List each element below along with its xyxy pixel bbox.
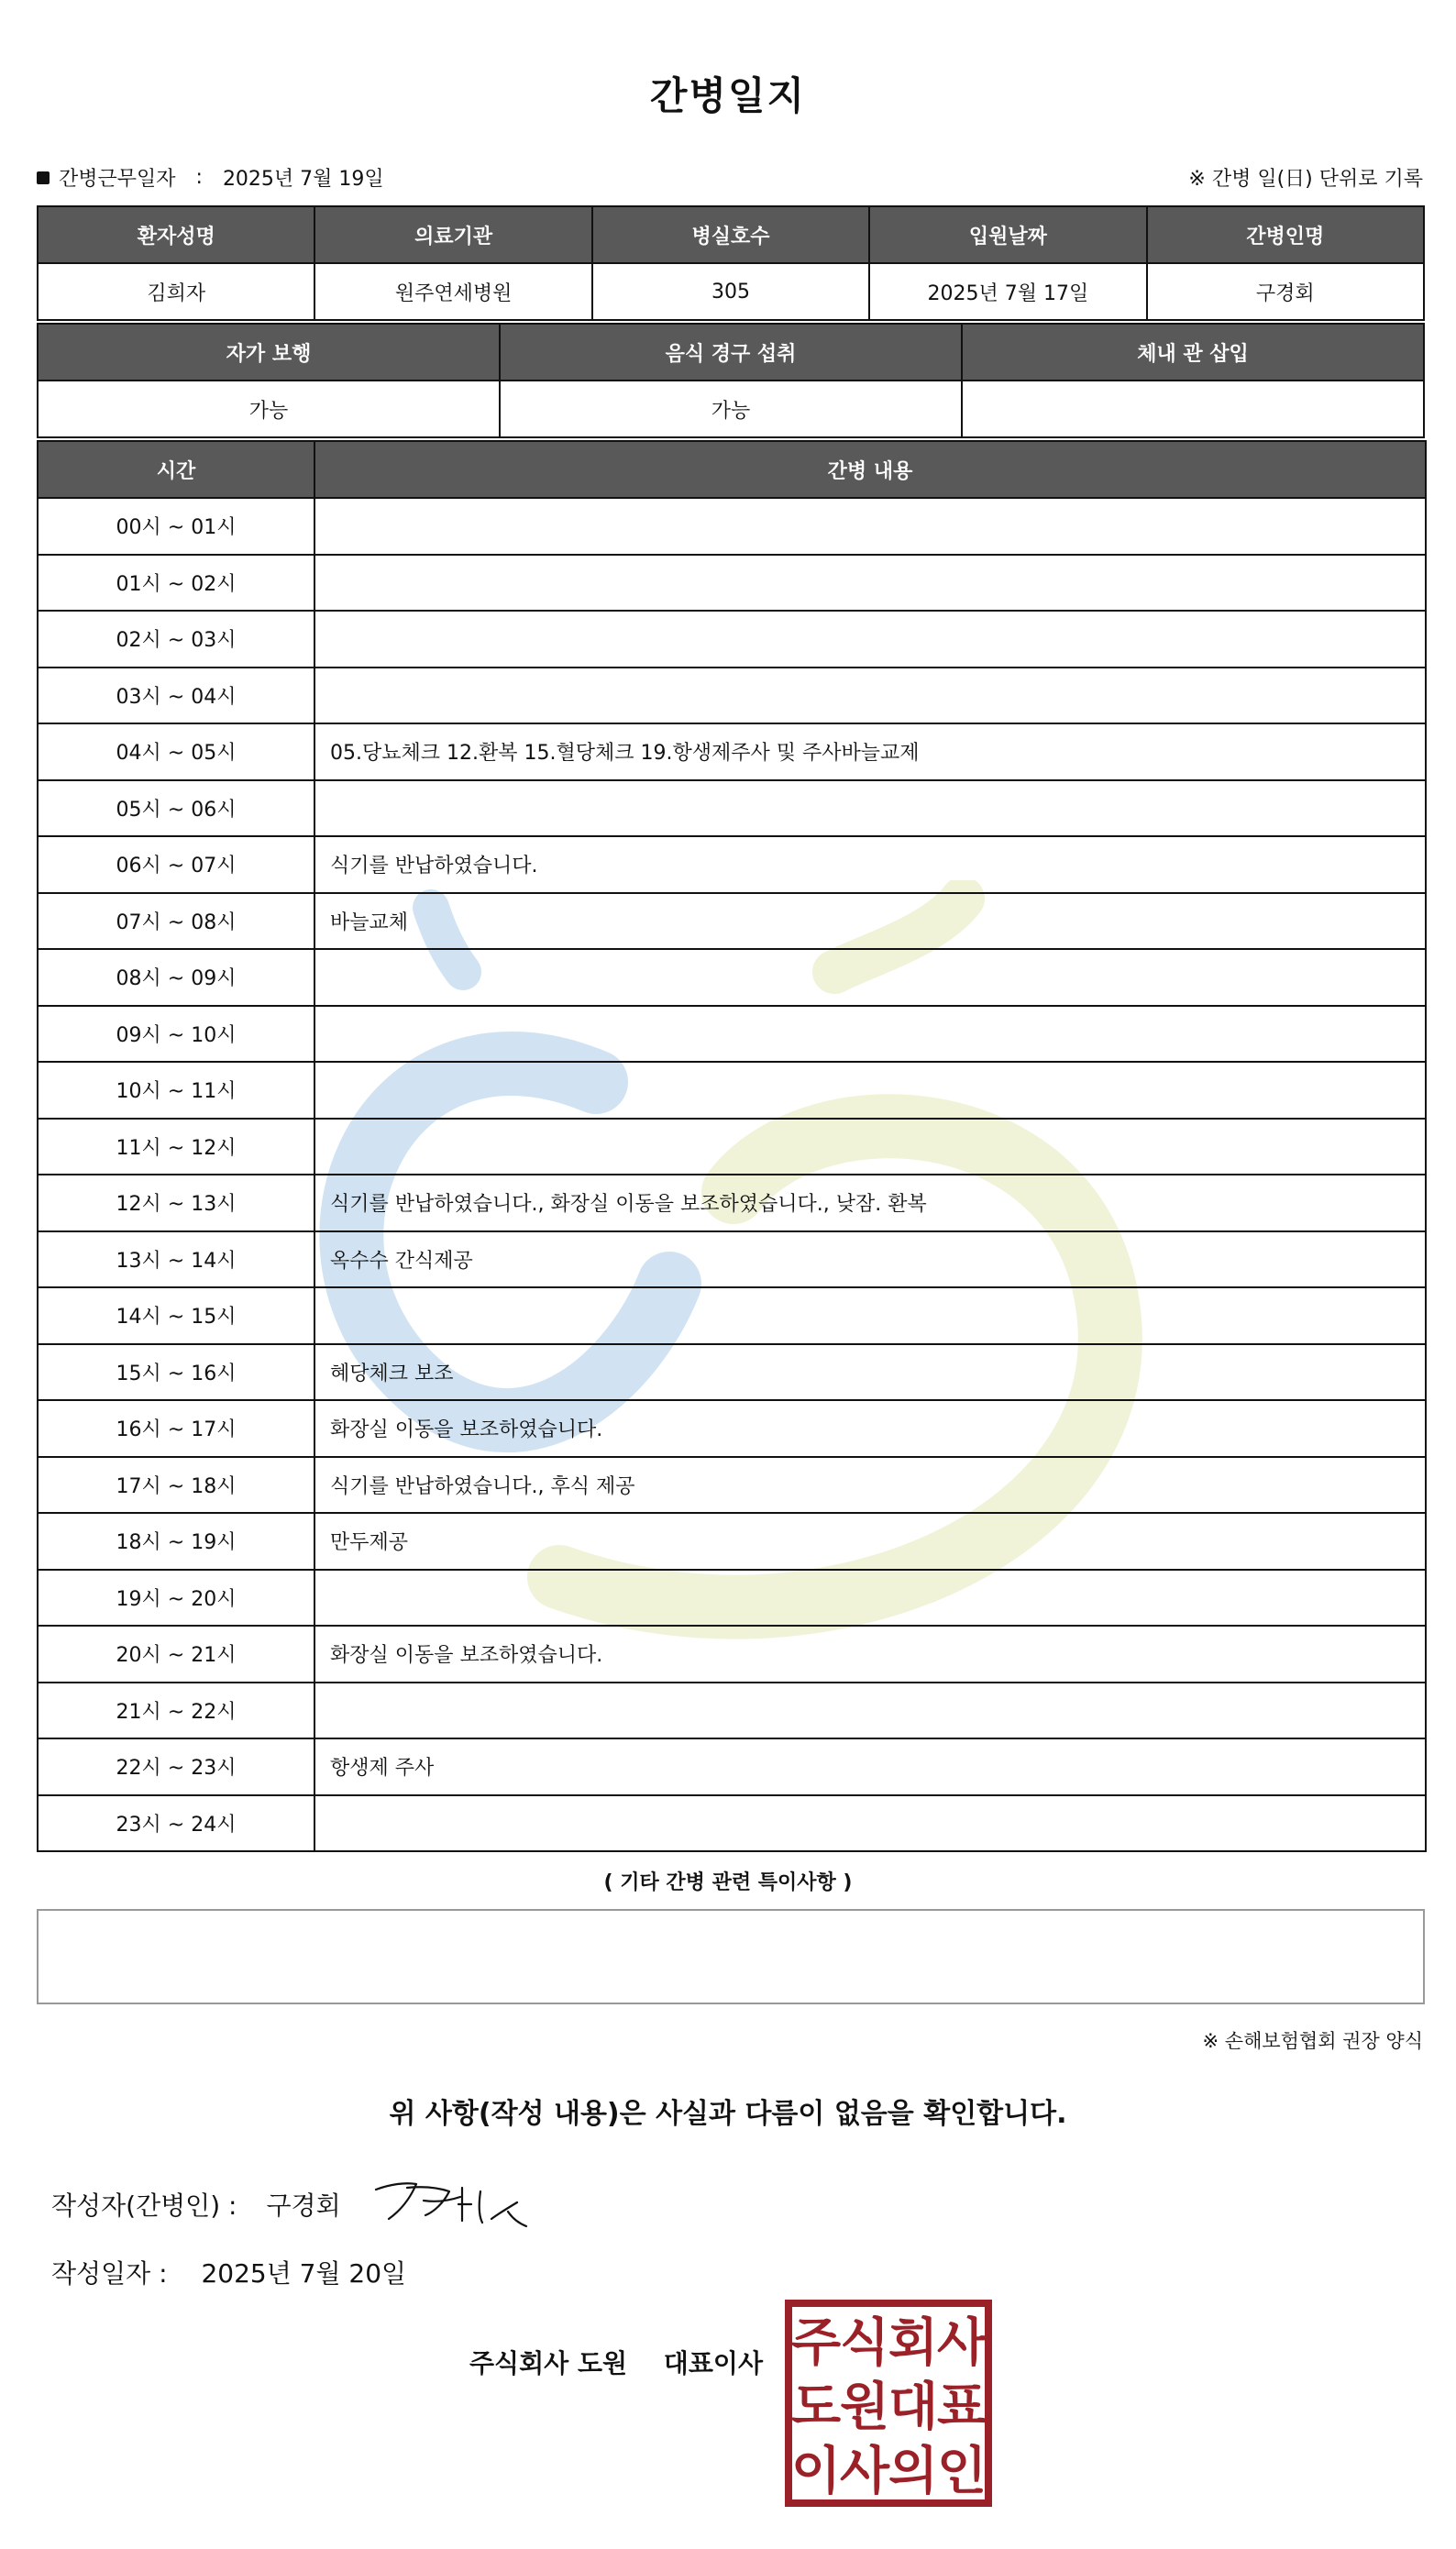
table-row — [38, 893, 1426, 950]
care-content — [314, 1287, 1426, 1344]
time-slot: 10시 ~ 11시 — [38, 1062, 314, 1119]
time-slot: 00시 ~ 01시 — [38, 498, 314, 555]
care-content: 바늘교체 — [314, 893, 1426, 950]
care-content: 화장실 이동을 보조하였습니다. — [314, 1400, 1426, 1457]
meta-row — [37, 163, 1423, 194]
seal-glyph: 사 — [839, 2442, 890, 2499]
company-title: 대표이사 — [663, 2348, 763, 2378]
time-slot: 18시 ~ 19시 — [38, 1513, 314, 1570]
self-walking: 가능 — [38, 381, 500, 437]
seal-glyph: 식 — [839, 2313, 890, 2373]
admission-date: 2025년 7월 17일 — [869, 263, 1146, 320]
table-row — [38, 1457, 1426, 1514]
header-time: 시간 — [38, 441, 314, 498]
time-slot: 09시 ~ 10시 — [38, 1006, 314, 1063]
time-slot: 02시 ~ 03시 — [38, 611, 314, 668]
header-hospital: 의료기관 — [314, 206, 591, 263]
table-row — [38, 668, 1426, 724]
company-line — [469, 2344, 763, 2380]
care-content: 혜당체크 보조 — [314, 1344, 1426, 1401]
time-slot: 14시 ~ 15시 — [38, 1287, 314, 1344]
table-row — [38, 1231, 1426, 1288]
header-room-number: 병실호수 — [592, 206, 869, 263]
time-slot: 19시 ~ 20시 — [38, 1570, 314, 1627]
seal-glyphs — [792, 2307, 985, 2499]
write-date-label: 작성일자 : — [51, 2258, 168, 2289]
writer-label: 작성자(간병인) : — [51, 2190, 237, 2221]
patient-info-table — [37, 205, 1425, 321]
extra-notes-title: ( 기타 간병 관련 특이사항 ) — [603, 1871, 853, 1894]
time-slot: 22시 ~ 23시 — [38, 1738, 314, 1795]
care-content — [314, 1006, 1426, 1063]
seal-glyph: 주 — [792, 2313, 842, 2373]
table-row — [38, 836, 1426, 893]
write-date-value: 2025년 7월 20일 — [201, 2258, 407, 2289]
header-care-content: 간병 내용 — [314, 441, 1426, 498]
time-slot: 21시 ~ 22시 — [38, 1683, 314, 1739]
care-log-body — [38, 498, 1426, 1851]
seal-glyph: 원 — [839, 2378, 890, 2437]
table-row — [38, 498, 1426, 555]
work-date-label: 간병근무일자 — [59, 168, 176, 191]
confirmation-statement: 위 사항(작성 내용)은 사실과 다름이 없음을 확인합니다. — [389, 2098, 1067, 2130]
table-row — [38, 1795, 1426, 1852]
time-slot: 16시 ~ 17시 — [38, 1400, 314, 1457]
table-row — [38, 723, 1426, 780]
seal-glyph: 대 — [888, 2378, 939, 2437]
table-row — [38, 1175, 1426, 1231]
care-content — [314, 949, 1426, 1006]
tube-insertion — [962, 381, 1424, 437]
seal-glyph: 이 — [792, 2442, 842, 2499]
room-number: 305 — [592, 263, 869, 320]
table-row — [38, 1287, 1426, 1344]
time-slot: 08시 ~ 09시 — [38, 949, 314, 1006]
care-log-table — [37, 440, 1427, 1852]
table-row — [38, 1626, 1426, 1683]
care-content — [314, 1119, 1426, 1175]
care-content — [314, 611, 1426, 668]
care-content — [314, 780, 1426, 837]
work-date-colon: : — [195, 166, 203, 189]
care-content: 05.당뇨체크 12.환복 15.혈당체크 19.항생제주사 및 주사바늘교제 — [314, 723, 1426, 780]
page-title: 간병일지 — [649, 73, 807, 118]
care-content — [314, 498, 1426, 555]
header-patient-name: 환자성명 — [38, 206, 314, 263]
care-content — [314, 1062, 1426, 1119]
table-row — [38, 1062, 1426, 1119]
patient-status-table — [37, 323, 1425, 438]
header-admission-date: 입원날짜 — [869, 206, 1146, 263]
table-row — [38, 1570, 1426, 1627]
seal-glyph: 도 — [792, 2378, 842, 2437]
table-row — [38, 780, 1426, 837]
care-content: 만두제공 — [314, 1513, 1426, 1570]
record-unit-note: ※ 간병 일(日) 단위로 기록 — [1188, 168, 1423, 191]
table-row — [38, 1400, 1426, 1457]
care-content — [314, 668, 1426, 724]
care-content: 식기를 반납하였습니다., 후식 제공 — [314, 1457, 1426, 1514]
time-slot: 03시 ~ 04시 — [38, 668, 314, 724]
table-row — [38, 1119, 1426, 1175]
table-row — [38, 1513, 1426, 1570]
table-row — [38, 1006, 1426, 1063]
header-tube-insertion: 체내 관 삽입 — [962, 324, 1424, 381]
seal-glyph: 사 — [936, 2313, 985, 2373]
table-row — [38, 1683, 1426, 1739]
writer-name: 구경회 — [266, 2190, 341, 2221]
table-row — [38, 949, 1426, 1006]
time-slot: 05시 ~ 06시 — [38, 780, 314, 837]
header-self-walking: 자가 보행 — [38, 324, 500, 381]
table-row — [38, 1738, 1426, 1795]
table-row — [38, 611, 1426, 668]
recommended-form-note: ※ 손해보험협회 권장 양식 — [1202, 2030, 1423, 2052]
extra-notes-box — [37, 1909, 1425, 2004]
table-row — [38, 555, 1426, 612]
care-content — [314, 1795, 1426, 1852]
patient-name: 김희자 — [38, 263, 314, 320]
table-row — [38, 1344, 1426, 1401]
care-content: 옥수수 간식제공 — [314, 1231, 1426, 1288]
header-oral-intake: 음식 경구 섭취 — [500, 324, 962, 381]
write-date-line — [51, 2254, 406, 2290]
care-content: 화장실 이동을 보조하였습니다. — [314, 1626, 1426, 1683]
time-slot: 13시 ~ 14시 — [38, 1231, 314, 1288]
care-content — [314, 1570, 1426, 1627]
handwritten-signature — [370, 2169, 534, 2234]
time-slot: 17시 ~ 18시 — [38, 1457, 314, 1514]
time-slot: 07시 ~ 08시 — [38, 893, 314, 950]
hospital: 원주연세병원 — [314, 263, 591, 320]
care-content — [314, 555, 1426, 612]
time-slot: 23시 ~ 24시 — [38, 1795, 314, 1852]
seal-glyph: 인 — [936, 2442, 985, 2499]
seal-glyph: 의 — [888, 2442, 939, 2499]
black-square-icon — [37, 171, 50, 184]
header-caregiver-name: 간병인명 — [1147, 206, 1424, 263]
seal-glyph: 회 — [888, 2313, 939, 2373]
writer-line — [51, 2186, 341, 2223]
caregiver-name: 구경회 — [1147, 263, 1424, 320]
seal-glyph: 표 — [936, 2378, 985, 2437]
time-slot: 01시 ~ 02시 — [38, 555, 314, 612]
care-content: 항생제 주사 — [314, 1738, 1426, 1795]
time-slot: 12시 ~ 13시 — [38, 1175, 314, 1231]
care-content: 식기를 반납하였습니다. — [314, 836, 1426, 893]
care-content: 식기를 반납하였습니다., 화장실 이동을 보조하였습니다., 낮잠. 환복 — [314, 1175, 1426, 1231]
time-slot: 15시 ~ 16시 — [38, 1344, 314, 1401]
company-seal-stamp — [785, 2300, 992, 2507]
time-slot: 06시 ~ 07시 — [38, 836, 314, 893]
work-date-value: 2025년 7월 19일 — [222, 168, 384, 191]
care-content — [314, 1683, 1426, 1739]
time-slot: 11시 ~ 12시 — [38, 1119, 314, 1175]
oral-intake: 가능 — [500, 381, 962, 437]
time-slot: 20시 ~ 21시 — [38, 1626, 314, 1683]
time-slot: 04시 ~ 05시 — [38, 723, 314, 780]
company-name: 주식회사 도원 — [469, 2348, 628, 2378]
work-date-group — [37, 163, 384, 192]
